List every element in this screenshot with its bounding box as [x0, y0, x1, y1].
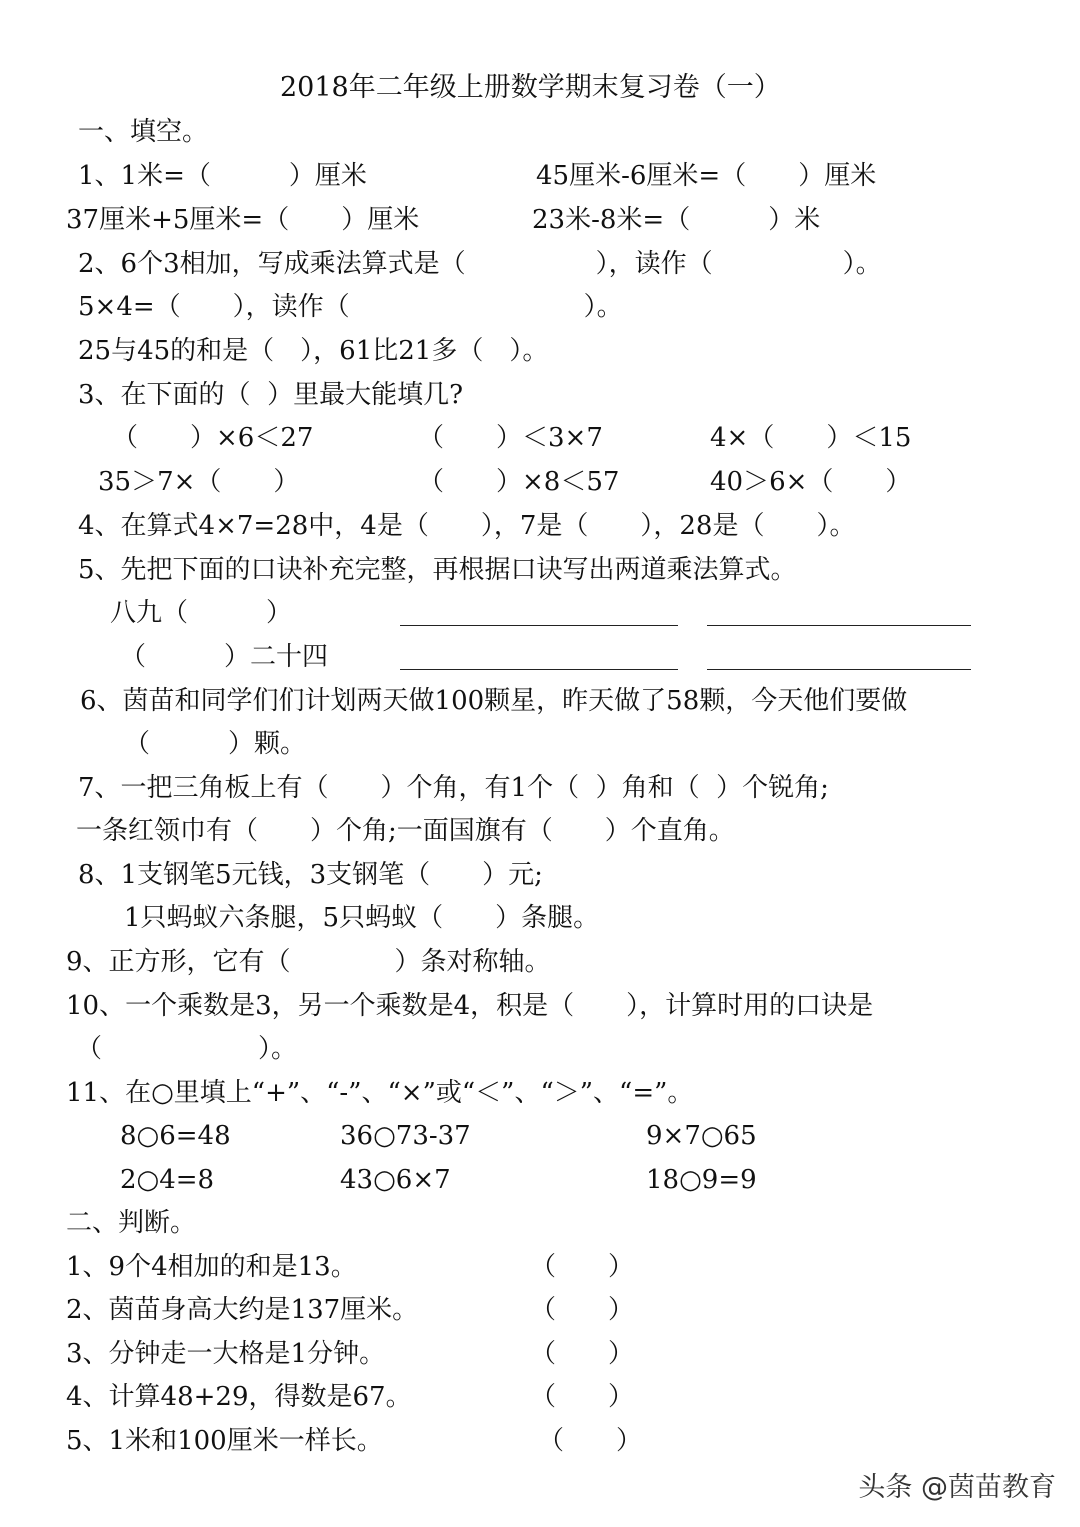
q11-prompt: 11、在○里填上“+”、“-”、“×”或“＜”、“＞”、“=”。 [66, 1078, 694, 1108]
judge-answer-box[interactable]: （ ） [530, 1339, 635, 1369]
q9-text: 9、正方形，它有（ ）条对称轴。 [66, 947, 551, 977]
q5-rhyme-2: （ ）二十四 [120, 642, 329, 672]
answer-line[interactable] [400, 669, 678, 670]
section-fill-heading: 一、填空。 [78, 117, 209, 147]
watermark: 头条 @茵苗教育 [858, 1472, 1056, 1503]
q3-prompt: 3、在下面的（ ）里最大能填几? [78, 380, 464, 410]
q11-row1-item: 8○6=48 [120, 1121, 231, 1151]
q11-row1-item: 9×7○65 [646, 1121, 757, 1151]
answer-line[interactable] [707, 625, 971, 626]
judge-item-text: 2、茵苗身高大约是137厘米。 [66, 1295, 419, 1325]
judge-item-text: 3、分钟走一大格是1分钟。 [66, 1339, 386, 1369]
q8-line-2: 1只蚂蚁六条腿，5只蚂蚁（ ）条腿。 [124, 903, 600, 933]
q3-row1-item: 4×（ ）＜15 [710, 423, 912, 453]
q1-item-d: 23米-8米=（ ）米 [532, 205, 821, 235]
judge-answer-box[interactable]: （ ） [530, 1382, 635, 1412]
exam-title: 2018年二年级上册数学期末复习卷（一） [280, 72, 781, 103]
q11-row2-item: 2○4=8 [120, 1165, 215, 1195]
judge-answer-box[interactable]: （ ） [530, 1252, 635, 1282]
q3-row1-item: （ ）×6＜27 [112, 423, 314, 453]
q3-row2-item: 40＞6×（ ） [710, 467, 912, 497]
q2-line-2: 5×4=（ ），读作（ ）。 [78, 292, 623, 322]
q1-item-c: 37厘米+5厘米=（ ）厘米 [66, 205, 420, 235]
q10-line-2: （ ）。 [76, 1034, 298, 1064]
judge-answer-box[interactable]: （ ） [530, 1295, 635, 1325]
q10-line-1: 10、一个乘数是3，另一个乘数是4，积是（ ），计算时用的口诀是 [66, 991, 874, 1021]
q3-row1-item: （ ）＜3×7 [418, 423, 603, 453]
answer-line[interactable] [400, 625, 678, 626]
q1-item-a: 1、1米=（ ）厘米 [78, 161, 367, 191]
section-judge-heading: 二、判断。 [66, 1208, 197, 1238]
q4-text: 4、在算式4×7=28中，4是（ ），7是（ ），28是（ ）。 [78, 511, 856, 541]
judge-item-text: 1、9个4相加的和是13。 [66, 1252, 357, 1282]
judge-answer-box[interactable]: （ ） [538, 1426, 643, 1456]
q11-row1-item: 36○73-37 [340, 1121, 471, 1151]
q2-line-1: 2、6个3相加，写成乘法算式是（ ），读作（ ）。 [78, 249, 882, 279]
q3-row2-item: 35＞7×（ ） [98, 467, 300, 497]
q6-line-2: （ ）颗。 [124, 729, 307, 759]
q6-line-1: 6、茵苗和同学们们计划两天做100颗星，昨天做了58颗，今天他们要做 [80, 686, 908, 716]
q5-prompt: 5、先把下面的口诀补充完整，再根据口诀写出两道乘法算式。 [78, 555, 797, 585]
q1-item-b: 45厘米-6厘米=（ ）厘米 [536, 161, 877, 191]
q8-line-1: 8、1支钢笔5元钱，3支钢笔（ ）元; [78, 860, 543, 890]
judge-item-text: 5、1米和100厘米一样长。 [66, 1426, 383, 1456]
q3-row2-item: （ ）×8＜57 [418, 467, 620, 497]
q11-row2-item: 18○9=9 [646, 1165, 757, 1195]
q7-line-2: 一条红领巾有（ ）个角;一面国旗有（ ）个直角。 [76, 816, 735, 846]
q5-rhyme-1: 八九（ ） [110, 598, 293, 628]
q11-row2-item: 43○6×7 [340, 1165, 451, 1195]
q7-line-1: 7、一把三角板上有（ ）个角，有1个（ ）角和（ ）个锐角; [78, 773, 829, 803]
answer-line[interactable] [707, 669, 971, 670]
q2-line-3: 25与45的和是（ ），61比21多（ ）。 [78, 336, 549, 366]
judge-item-text: 4、计算48+29，得数是67。 [66, 1382, 412, 1412]
